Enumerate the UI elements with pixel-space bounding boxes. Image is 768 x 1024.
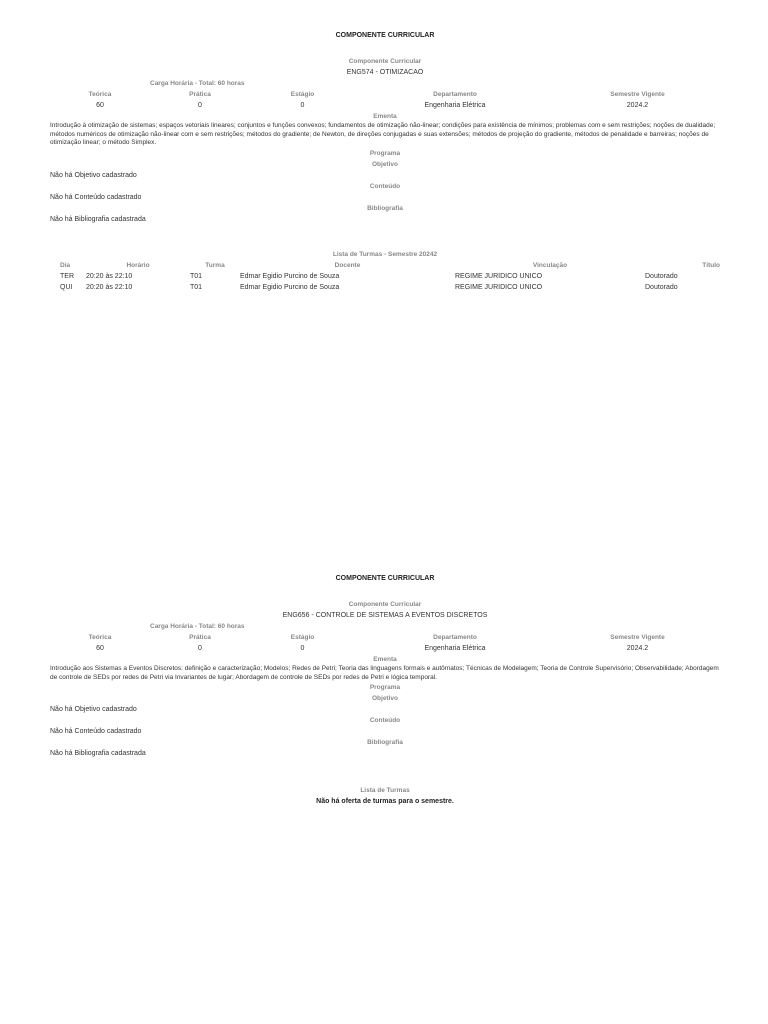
vinculacao-cell: REGIME JURIDICO UNICO: [455, 283, 543, 291]
teorica-header: Teórica: [88, 634, 112, 641]
dia-cell: QUI: [60, 283, 73, 291]
component-section-1: [50, 30, 720, 293]
departamento-header: Departamento: [433, 91, 477, 98]
carga-horaria: Carga Horária - Total: 60 horas: [150, 80, 245, 87]
pratica-value: 0: [198, 645, 202, 652]
teorica-value: 60: [96, 102, 104, 109]
turma-header: Turma: [205, 261, 225, 269]
component-name: ENG574 - OTIMIZACAO: [346, 69, 424, 76]
bibliografia-text: Não há Bibliografia cadastrada: [50, 215, 146, 223]
objetivo-label: Objetivo: [371, 160, 398, 168]
turmas-title: Lista de Turmas: [360, 787, 410, 794]
pratica-header: Prática: [189, 634, 211, 641]
turmas-header-row: [50, 260, 720, 271]
component-name: ENG656 - CONTROLE DE SISTEMAS A EVENTOS DISCRETOS: [282, 612, 488, 619]
teorica-value: 60: [96, 645, 104, 652]
section-heading: COMPONENTE CURRICULAR: [335, 32, 435, 39]
teorica-header: Teórica: [88, 91, 112, 98]
dia-header: Dia: [60, 261, 71, 269]
vinculacao-header: Vinculação: [532, 261, 568, 269]
departamento-value: Engenharia Elétrica: [424, 102, 486, 109]
conteudo-text: Não há Conteúdo cadastrado: [50, 728, 142, 735]
component-section-2: [50, 573, 720, 807]
horario-cell: 20:20 às 22:10: [86, 283, 133, 291]
hours-header-row: [50, 89, 720, 100]
programa-label: Programa: [369, 149, 401, 157]
turma-cell: T01: [190, 272, 203, 280]
carga-horaria: Carga Horária - Total: 60 horas: [150, 623, 245, 630]
ementa-text: Introdução aos Sistemas a Eventos Discretos: definição e caracterização; Modelos; Redes de Petri; Teoria das linguagens formais e autômatos; Técnicas de Modelagem; Teoria de Controle Supervisório; Observabilidade; Abordagem de controle de SEDs por redes de Petri via Invariantes de lugar; Abordagem de controle de SEDs por redes de Petri e lógica temporal.: [50, 665, 719, 681]
docente-cell: Edmar Egidio Purcino de Souza: [240, 283, 340, 291]
titulo-cell: Doutorado: [645, 283, 678, 291]
estagio-header: Estágio: [290, 91, 315, 98]
docente-cell: Edmar Egidio Purcino de Souza: [240, 272, 340, 280]
semestre-value: 2024.2: [626, 645, 649, 652]
vinculacao-cell: REGIME JURIDICO UNICO: [455, 272, 543, 280]
pratica-value: 0: [198, 102, 202, 109]
semestre-header: Semestre Vigente: [610, 634, 665, 641]
turmas-title: Lista de Turmas - Semestre 20242: [332, 250, 438, 258]
component-label: Componente Curricular: [348, 58, 422, 65]
turmas-table: [50, 260, 720, 293]
programa-label: Programa: [369, 684, 401, 691]
objetivo-label: Objetivo: [371, 695, 398, 702]
hours-header-row: [50, 632, 720, 643]
semestre-value: 2024.2: [626, 102, 649, 109]
table-row: [50, 271, 720, 282]
titulo-header: Título: [702, 261, 720, 269]
bibliografia-label: Bibliografia: [367, 739, 403, 746]
conteudo-text: Não há Conteúdo cadastrado: [50, 193, 142, 201]
ementa-label: Ementa: [373, 656, 397, 663]
hours-value-row: [50, 100, 720, 111]
ementa-text: Introdução à otimização de sistemas; espaços vetoriais lineares; conjuntos e funções convexos; fundamentos de otimização não-linear; condições para existência de mínimos; problemas com e sem restrições; noções de dualidade; métodos numéricos de otimização não-linear com e sem restrições; métodos do gradiente; de Newton, de direções conjugadas e suas extensões; métodos de projeção do gradiente, métodos de penalidade e barreiras; noções de otimização linear; o método Simplex.: [50, 122, 716, 146]
table-row: [50, 282, 720, 293]
bibliografia-text: Não há Bibliografia cadastrada: [50, 750, 146, 757]
semestre-header: Semestre Vigente: [610, 91, 665, 98]
component-label: Componente Curricular: [348, 601, 422, 608]
titulo-cell: Doutorado: [645, 272, 678, 280]
hours-value-row: [50, 643, 720, 654]
conteudo-label: Conteúdo: [369, 182, 401, 190]
horario-header: Horário: [126, 261, 150, 269]
conteudo-label: Conteúdo: [369, 717, 401, 724]
turma-cell: T01: [190, 283, 203, 291]
estagio-value: 0: [300, 645, 305, 652]
estagio-value: 0: [300, 102, 305, 109]
estagio-header: Estágio: [290, 634, 315, 641]
section-heading: COMPONENTE CURRICULAR: [335, 575, 435, 582]
horario-cell: 20:20 às 22:10: [86, 272, 133, 280]
pratica-header: Prática: [189, 91, 211, 98]
ementa-label: Ementa: [373, 113, 397, 120]
dia-cell: TER: [60, 272, 74, 280]
departamento-value: Engenharia Elétrica: [424, 645, 486, 652]
turmas-empty-note: Não há oferta de turmas para o semestre.: [316, 798, 454, 805]
docente-header: Docente: [334, 261, 361, 269]
objetivo-text: Não há Objetivo cadastrado: [50, 706, 137, 713]
objetivo-text: Não há Objetivo cadastrado: [50, 171, 137, 179]
departamento-header: Departamento: [433, 634, 477, 641]
bibliografia-label: Bibliografia: [367, 204, 403, 212]
